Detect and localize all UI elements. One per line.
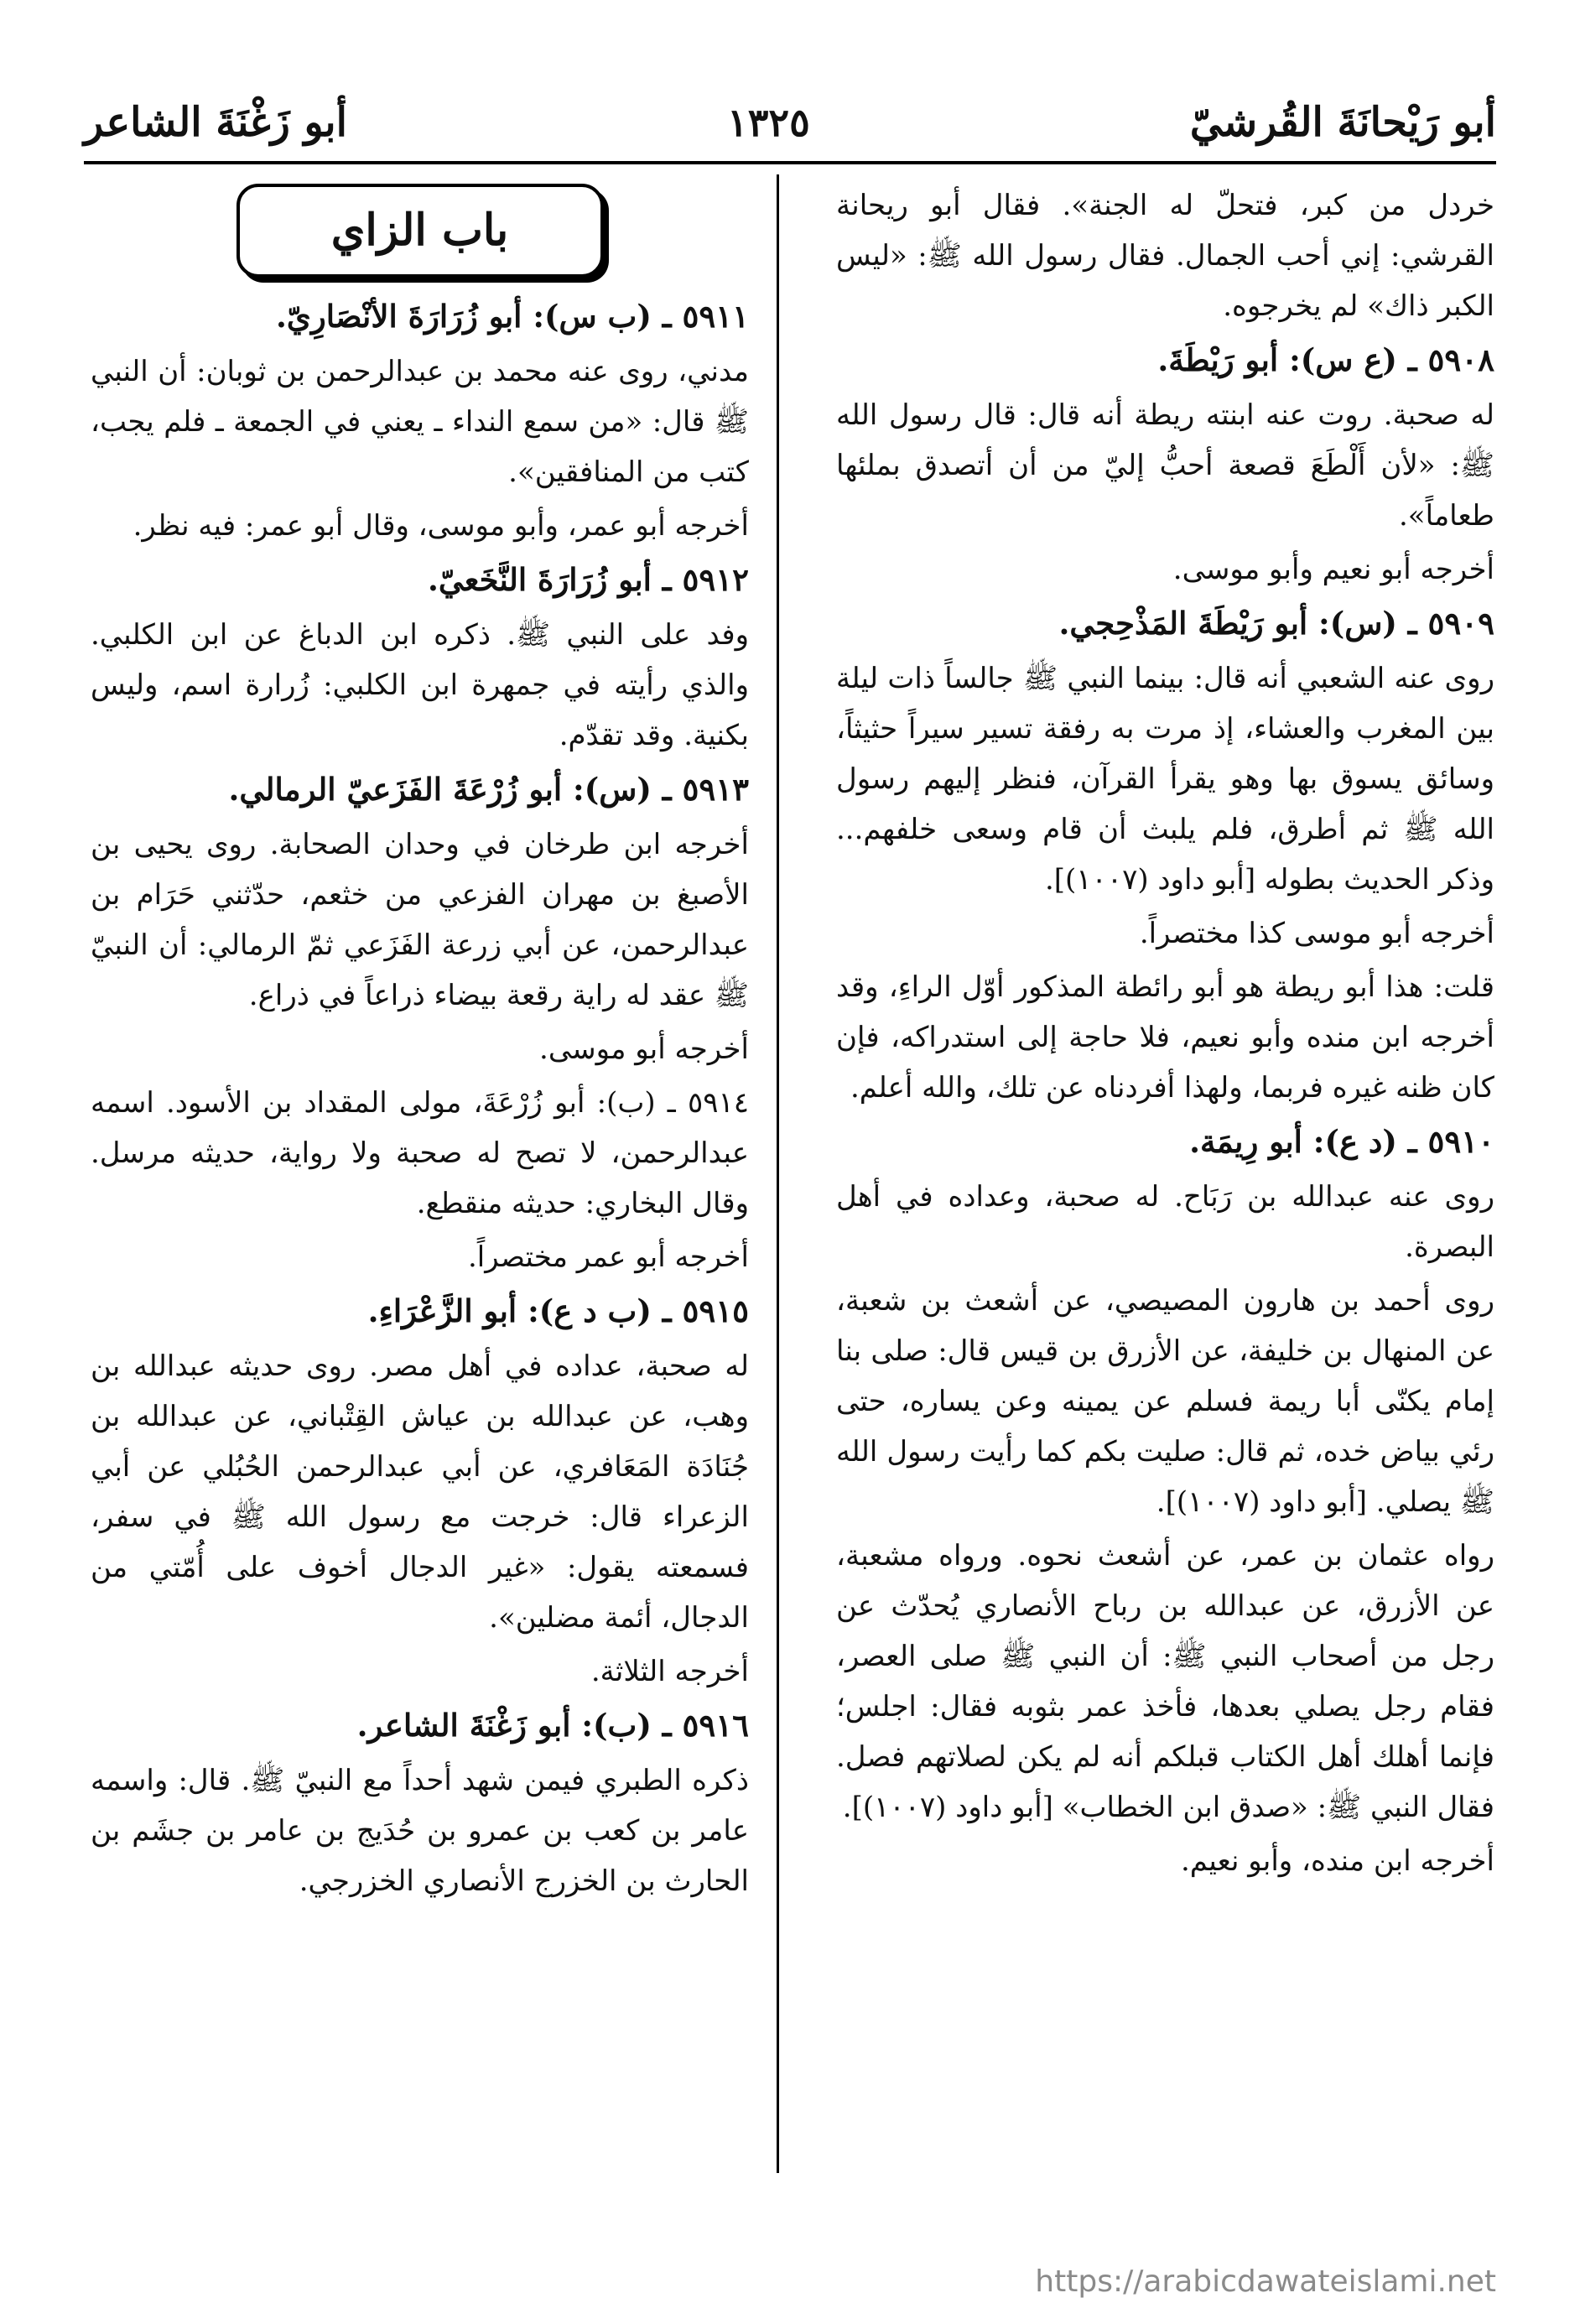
entry-heading: ٥٩١٠ ـ (د ع): أبو رِيمَة. [1189,1123,1494,1160]
paragraph: أخرجه ابن طرخان في وحدان الصحابة. روى يحيى بن الأصبغ بن مهران الفزعي من خثعم، حدّثني حَرَام بن عبدالرحمن، عن أبي زرعة الفَزَعي ثمّ الرمالي: أن النبيّ ﷺ عقد له راية رقعة بيضاء ذراعاً في ذراع. [91,828,749,1012]
entry-heading: ٥٩١٢ ـ أبو زُرَارَةَ النَّخَعيّ. [428,561,749,598]
right-column [836,180,1494,1890]
paragraph: مدني، روى عنه محمد بن عبدالرحمن بن ثوبان: أن النبي ﷺ قال: «من سمع النداء ـ يعني في الجمعة ـ فلم يجب، كتب من المنافقين». [91,355,749,489]
paragraph: قلت: هذا أبو ريطة هو أبو رائطة المذكور أوّل الراءِ، وقد أخرجه ابن منده وأبو نعيم، فلا حاجة إلى استدراكه، فإن كان ظنه غيره فربما، ولهذا أفردناه عن تلك، والله أعلم. [836,970,1494,1105]
paragraph: وفد على النبي ﷺ. ذكره ابن الدباغ عن ابن الكلبي. والذي رأيته في جمهرة ابن الكلبي: زُرارة اسم، وليس بكنية. وقد تقدّم. [91,618,749,752]
source-watermark: https://arabicdawateislami.net [1035,2264,1496,2299]
paragraph: أخرجه أبو موسى كذا مختصراً. [1139,917,1494,950]
running-title-left: أبو زَغْنَةَ الشاعر [84,99,347,146]
running-title-right: أبو رَيْحانَةَ القُرشيّ [1189,99,1496,146]
paragraph: ذكره الطبري فيمن شهد أحداً مع النبيّ ﷺ. قال: واسمه عامر بن كعب بن عمرو بن حُدَيج بن عامر بن جشَم بن الحارث بن الخزرج الأنصاري الخزرجي. [91,1764,750,1898]
paragraph: أخرجه الثلاثة. [590,1655,749,1688]
paragraph: روى عنه عبدالله بن رَبَاح. له صحبة، وعداده في أهل البصرة. [836,1180,1494,1264]
entry-heading: ٥٩١٦ ـ (ب): أبو زَغْنَةَ الشاعر. [356,1707,749,1744]
paragraph: له صحبة. روت عنه ابنته ريطة أنه قال: قال رسول الله ﷺ: «لأن أَلْطَعَ قصعة أحبُّ إليّ من أن أتصدق بملئها طعاماً». [836,398,1494,533]
page-number: ١٣٢٥ [727,100,810,145]
paragraph: له صحبة، عداده في أهل مصر. روى حديثه عبدالله بن وهب، عن عبدالله بن عياش القِتْباني، عن عبدالله بن جُنَادَة المَعَافري، عن أبي عبدالرحمن الحُبُلي عن أبي الزعراء قال: خرجت مع رسول الله ﷺ في سفر، فسمعته يقول: «غير الدجال أخوف على أُمّتي من الدجال، أئمة مضلين». [91,1349,749,1635]
paragraph: أخرجه ابن منده، وأبو نعيم. [1180,1844,1494,1878]
entry-heading: ٥٩٠٨ ـ (ع س): أبو رَيْطَةَ. [1157,341,1494,378]
paragraph: أخرجه أبو موسى. [539,1032,749,1066]
column-divider [777,174,779,2173]
paragraph: أخرجه أبو نعيم وأبو موسى. [1172,553,1494,586]
paragraph: روى أحمد بن هارون المصيصي، عن أشعث بن شعبة، عن المنهال بن خليفة، عن الأزرق بن قيس قال: صلى بنا إمام يكنّى أبا ريمة فسلم عن يمينه وعن يساره، حتى رئي بياض خده، ثم قال: صليت بكم كما رأيت رسول الله ﷺ يصلي. [أبو داود (١٠٠٧)]. [836,1284,1494,1519]
paragraph: خردل من كبر، فتحلّ له الجنة». فقال أبو ريحانة القرشي: إني أحب الجمال. فقال رسول الله ﷺ: «ليس الكبر ذاك» لم يخرجوه. [836,189,1494,323]
paragraph: روى عنه الشعبي أنه قال: بينما النبي ﷺ جالساً ذات ليلة بين المغرب والعشاء، إذ مرت به رفقة تسير سيراً حثيثاً، وسائق يسوق بها وهو يقرأ القرآن، فنظر إليهم رسول الله ﷺ ثم أطرق، فلم يلبث أن قام وسعى خلفهم... وذكر الحديث بطوله [أبو داود (١٠٠٧)]. [836,662,1494,897]
paragraph: رواه عثمان بن عمر، عن أشعث نحوه. ورواه مشعبة، عن الأزرق، عن عبدالله بن رباح الأنصاري يُحدّث عن رجل من أصحاب النبي ﷺ: أن النبي ﷺ صلى العصر، فقام رجل يصلي بعدها، فأخذ عمر بثوبه فقال: اجلس؛ فإنما أهلك أهل الكتاب قبلكم أنه لم يكن لصلاتهم فصل. فقال النبي ﷺ: «صدق ابن الخطاب» [أبو داود (١٠٠٧)]. [836,1539,1494,1824]
entry-heading: ٥٩١٣ ـ (س): أبو زُرْعَةَ الفَزَعيّ الرمالي. [228,771,749,808]
entry-heading: ٥٩١١ ـ (ب س): أبو زُرَارَةَ الأنْصَارِيّ. [275,298,749,335]
paragraph: أخرجه أبو عمر، وأبو موسى، وقال أبو عمر: فيه نظر. [133,509,749,543]
paragraph: ٥٩١٤ ـ (ب): أبو زُرْعَةَ، مولى المقداد بن الأسود. اسمه عبدالرحمن، لا تصح له صحبة ولا رواية، حديثه مرسل. وقال البخاري: حديثه منقطع. [91,1086,750,1220]
chapter-title: باب الزاي [236,184,604,278]
paragraph: أخرجه أبو عمر مختصراً. [468,1240,749,1274]
running-header [84,84,1496,164]
entry-heading: ٥٩١٥ ـ (ب د ع): أبو الزَّعْرَاءِ. [367,1292,749,1329]
left-column [91,180,749,1910]
entry-heading: ٥٩٠٩ ـ (س): أبو رَيْطَةَ المَذْحِجي. [1058,605,1494,642]
